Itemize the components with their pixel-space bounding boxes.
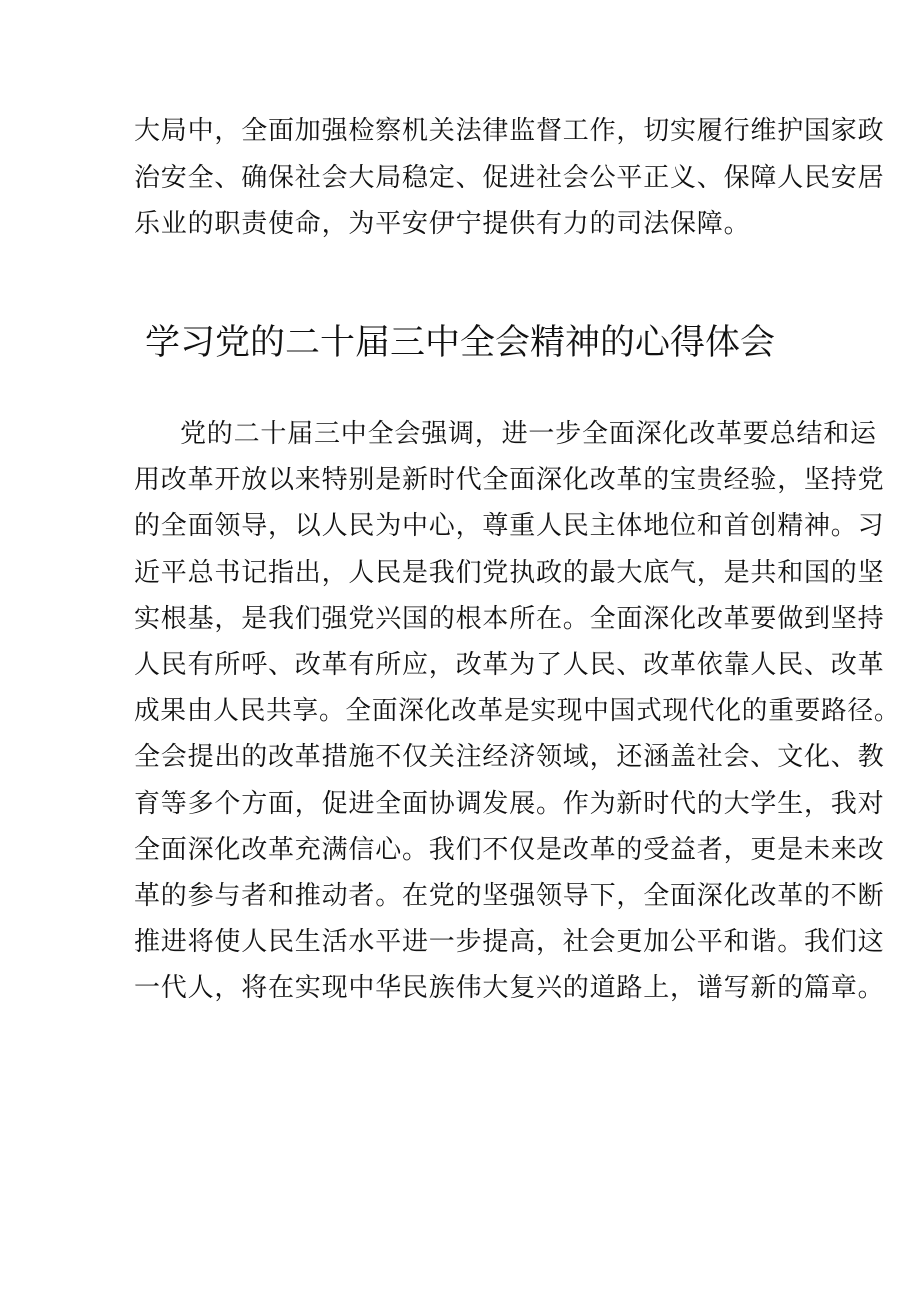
text-line: 革的参与者和推动者。在党的坚强领导下，全面深化改革的不断 [134,881,885,911]
text-line: 全面深化改革充满信心。我们不仅是改革的受益者，更是未来改 [134,835,885,865]
text-line: 全会提出的改革措施不仅关注经济领域，还涵盖社会、文化、教 [134,742,885,772]
text-line: 治安全、确保社会大局稳定、促进社会公平正义、保障人民安居 [134,163,885,193]
text-line: 人民有所呼、改革有所应，改革为了人民、改革依靠人民、改革 [134,650,885,680]
text-line: 实根基，是我们强党兴国的根本所在。全面深化改革要做到坚持 [134,604,885,634]
text-line: 的全面领导，以人民为中心，尊重人民主体地位和首创精神。习 [134,511,885,541]
text-line: 推进将使人民生活水平进一步提高，社会更加公平和谐。我们这 [134,927,885,957]
text-line: 成果由人民共享。全面深化改革是实现中国式现代化的重要路径。 [134,696,901,726]
text-line: 育等多个方面，促进全面协调发展。作为新时代的大学生，我对 [134,789,885,819]
document-title: 学习党的二十届三中全会精神的心得体会 [144,323,775,363]
text-line: 大局中，全面加强检察机关法律监督工作，切实履行维护国家政 [134,116,885,146]
text-line: 乐业的职责使命，为平安伊宁提供有力的司法保障。 [134,209,751,239]
text-line: 党的二十届三中全会强调，进一步全面深化改革要总结和运 [180,419,877,449]
text-line: 用改革开放以来特别是新时代全面深化改革的宝贵经验，坚持党 [134,465,885,495]
text-line: 近平总书记指出，人民是我们党执政的最大底气，是共和国的坚 [134,558,885,588]
text-line: 一代人，将在实现中华民族伟大复兴的道路上，谱写新的篇章。 [134,973,885,1003]
